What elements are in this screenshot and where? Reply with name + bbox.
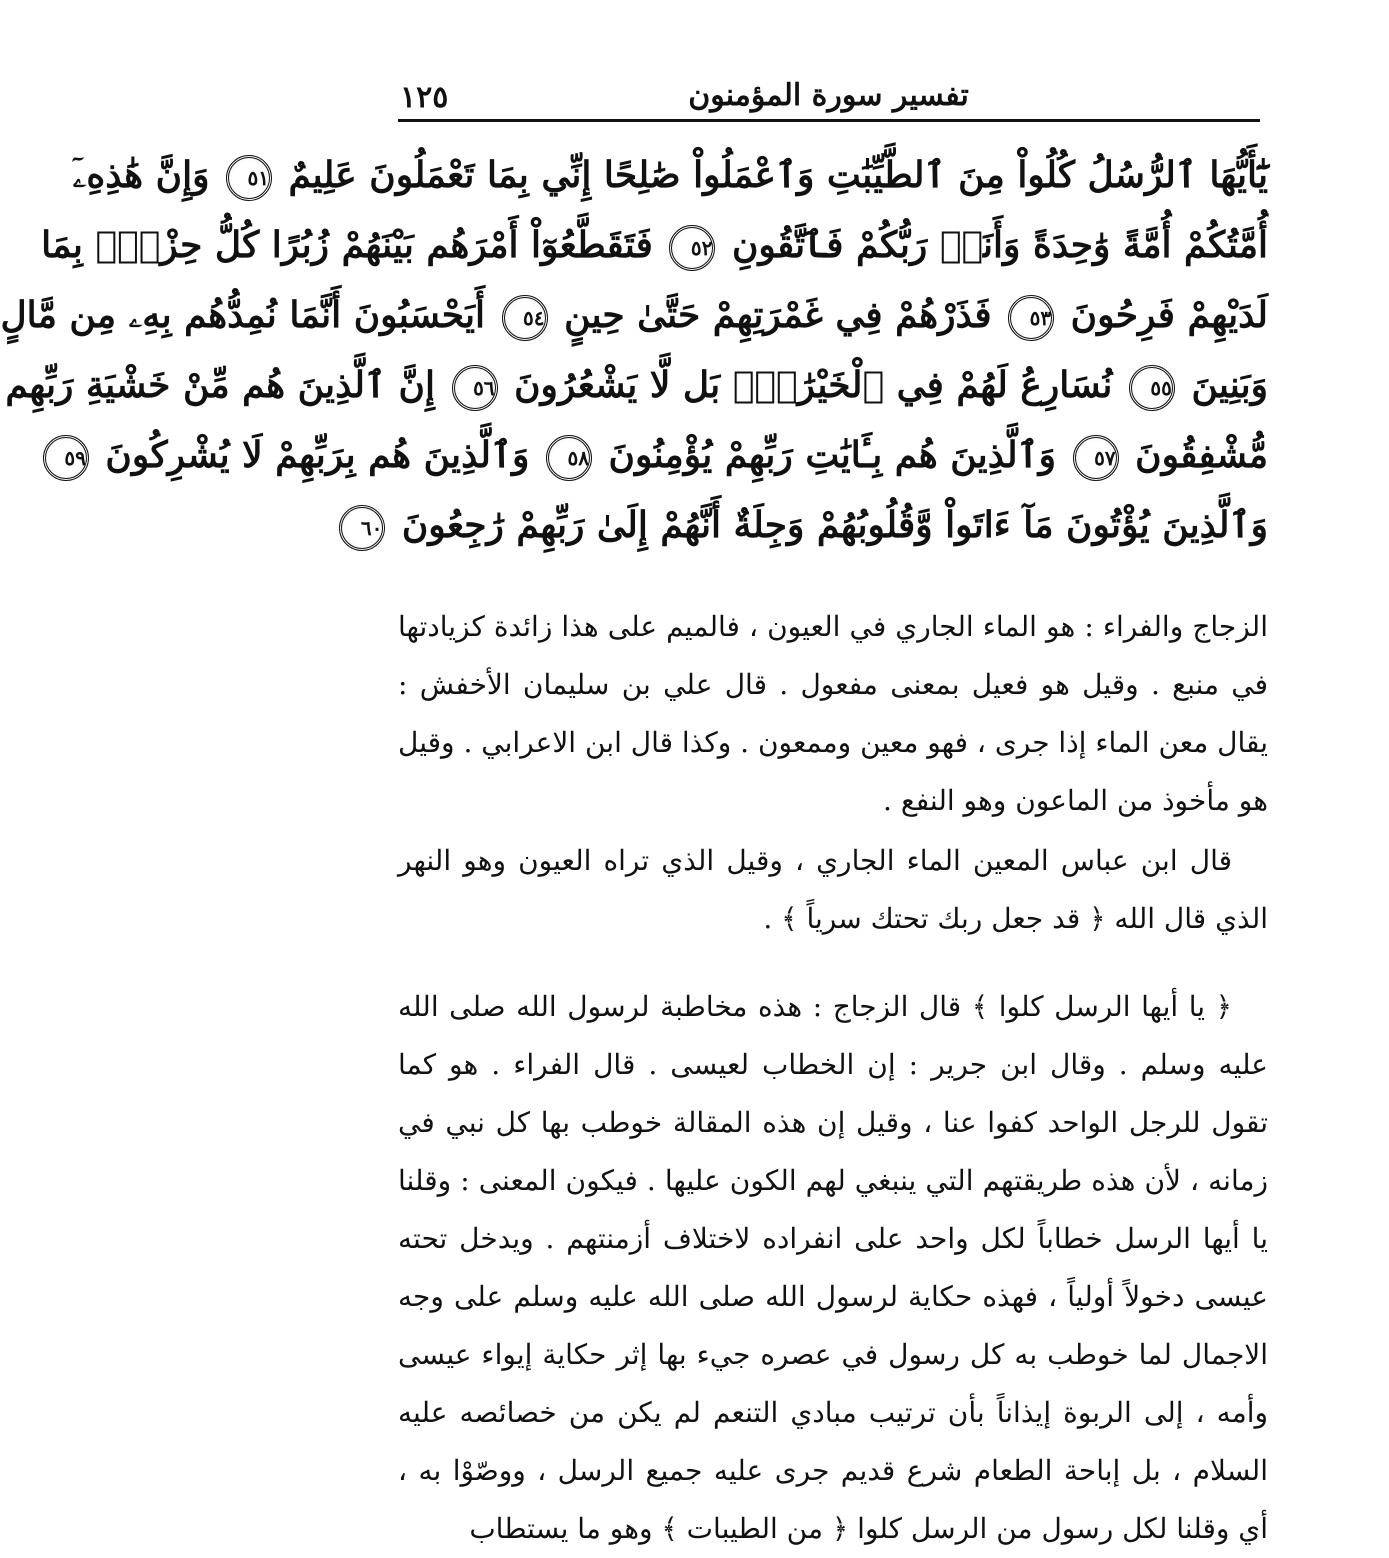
ayah-number-marker: ٥٤ xyxy=(502,295,548,341)
ayah-number-marker: ٥١ xyxy=(226,155,272,201)
verse-text: فَتَقَطَّعُوٓاْ أَمْرَهُم بَيْنَهُمْ زُبُرًا كُلُّ حِزْبٍۭ بِمَا xyxy=(41,224,653,266)
quran-line xyxy=(5,350,1268,420)
verse-text: فَذَرْهُمْ فِي غَمْرَتِهِمْ حَتَّىٰ حِينٍ xyxy=(564,294,992,336)
verse-text: وَإِنَّ هَٰذِهِۦٓ xyxy=(72,154,210,196)
quran-verses-block xyxy=(0,140,1268,560)
commentary-paragraph-2 xyxy=(398,832,1268,948)
verse-text: أُمَّتُكُمْ أُمَّةً وَٰحِدَةً وَأَنَا۠ رَبُّكُمْ فَٱتَّقُونِ xyxy=(731,224,1268,266)
commentary-paragraph-1 xyxy=(398,598,1268,830)
verse-text: نُسَارِعُ لَهُمْ فِي ٱلْخَيْرَٰتِۚ بَل لَّا يَشْعُرُونَ xyxy=(514,364,1113,406)
quran-line xyxy=(41,210,1268,280)
quran-line xyxy=(72,140,1268,210)
verse-text: يَٰٓأَيُّهَا ٱلرُّسُلُ كُلُواْ مِنَ ٱلطَّيِّبَٰتِ وَٱعْمَلُواْ صَٰلِحًا إِنِّي بِمَا تَعْمَلُونَ عَلِيمٌ xyxy=(288,154,1268,196)
page-title: تفسير سورة المؤمنون xyxy=(688,78,969,113)
verse-text: إِنَّ ٱلَّذِينَ هُم مِّنْ خَشْيَةِ رَبِّهِم xyxy=(5,364,435,406)
paragraph-text: ﴿ يا أيها الرسل كلوا ﴾ قال الزجاج : هذه مخاطبة لرسول الله صلى الله عليه وسلم . وقال ابن جرير : إن الخطاب لعيسى . قال الفراء . هو كما تقول للرجل الواحد كفوا عنا ، وقيل إن هذه المقالة خوطب بها كل نبي في زمانه ، لأن هذه طريقتهم التي ينبغي لهم الكون عليها . فيكون المعنى : وقلنا يا أيها الرسل خطاباً لكل واحد على انفراده لاختلاف أزمنتهم . ويدخل تحته عيسى دخولاً أولياً ، فهذه حكاية لرسول الله صلى الله عليه وسلم على وجه الاجمال لما خوطب به كل رسول في عصره جيء بها إثر حكاية إيواء عيسى وأمه ، إلى الربوة إيذاناً بأن ترتيب مبادي التنعم لم يكن من خصائصه عليه السلام ، بل إباحة الطعام شرع قديم جرى عليه جميع الرسل ، ووصّوْا به ، أي وقلنا لكل رسول من الرسل كلوا ﴿ من الطيبات ﴾ وهو ما يستطاب xyxy=(398,990,1268,1545)
ayah-number-marker: ٥٢ xyxy=(669,225,715,271)
header-divider xyxy=(398,119,1260,122)
verse-text: وَٱلَّذِينَ هُم بِرَبِّهِمْ لَا يُشْرِكُونَ xyxy=(105,434,530,476)
quran-line xyxy=(0,280,1268,350)
quran-line xyxy=(64,420,1268,490)
ayah-number-marker: ٥٨ xyxy=(546,435,592,481)
commentary-paragraph-3 xyxy=(398,978,1268,1558)
page-number: ١٢٥ xyxy=(400,80,449,115)
verse-text: مُّشْفِقُونَ xyxy=(1135,434,1268,476)
verse-text: وَٱلَّذِينَ يُؤْتُونَ مَآ ءَاتَواْ وَّقُلُوبُهُمْ وَجِلَةٌ أَنَّهُمْ إِلَىٰ رَبِّهِمْ رَٰجِعُونَ xyxy=(401,504,1268,546)
ayah-number-marker: ٥٦ xyxy=(452,365,498,411)
verse-text: لَدَيْهِمْ فَرِحُونَ xyxy=(1070,294,1268,336)
paragraph-text: الزجاج والفراء : هو الماء الجاري في العيون ، فالميم على هذا زائدة كزيادتها في منبع . وقيل هو فعيل بمعنى مفعول . قال علي بن سليمان الأخفش : يقال معن الماء إذا جرى ، فهو معين وممعون . وكذا قال ابن الاعرابي . وقيل هو مأخوذ من الماعون وهو النفع . xyxy=(397,610,1268,817)
ayah-number-marker: ٥٣ xyxy=(1008,295,1054,341)
verse-text: وَٱلَّذِينَ هُم بِـَٔايَٰتِ رَبِّهِمْ يُؤْمِنُونَ xyxy=(608,434,1057,476)
verse-text: أَيَحْسَبُونَ أَنَّمَا نُمِدُّهُم بِهِۦ مِن مَّالٍ xyxy=(0,294,485,336)
ayah-number-marker: ٥٥ xyxy=(1129,365,1175,411)
ayah-number-marker: ٥٧ xyxy=(1073,435,1119,481)
paragraph-text: قال ابن عباس المعين الماء الجاري ، وقيل الذي تراه العيون وهو النهر الذي قال الله ﴿ قد جعل ربك تحتك سرياً ﴾ . xyxy=(398,844,1268,935)
ayah-number-marker: ٥٩ xyxy=(43,435,89,481)
quran-line xyxy=(360,490,1268,560)
ayah-number-marker: ٦٠ xyxy=(339,505,385,551)
verse-text: وَبَنِينَ xyxy=(1191,364,1268,406)
